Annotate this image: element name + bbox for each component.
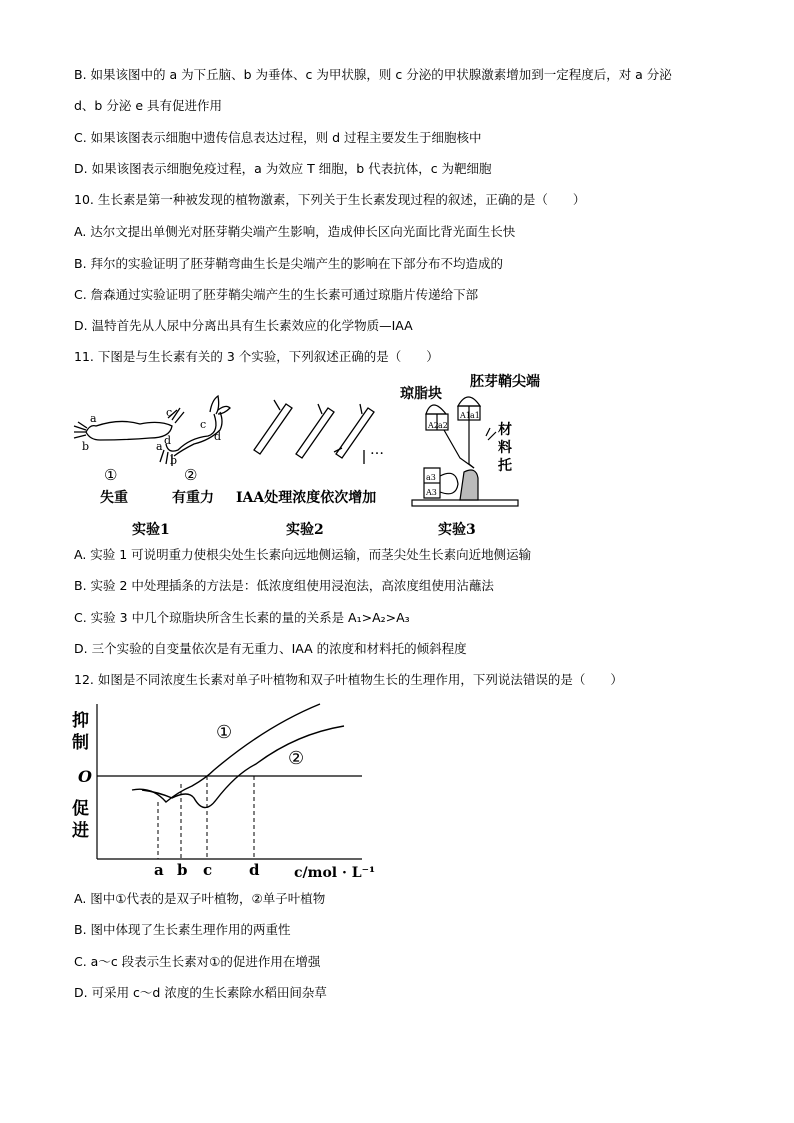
exp3-block-a3: a3 xyxy=(426,473,436,482)
q12-x-label: c/mol · L⁻¹ xyxy=(294,865,376,881)
q12-y-top-2: 制 xyxy=(72,733,89,753)
exp1b-letter-c: c xyxy=(200,418,207,431)
q12-y-bottom-1: 促 xyxy=(72,799,89,819)
q11-option-a: A. 实验 1 可说明重力使根尖处生长素向远地侧运输，而茎尖处生长素向近地侧运输 xyxy=(74,547,532,562)
exp3-block-a2: a2 xyxy=(438,421,448,430)
exp2-cuttings xyxy=(254,400,374,464)
exp3-block-A2: A2 xyxy=(428,421,439,430)
exp1b-letter-d: d xyxy=(214,430,222,443)
exp1-gravity-label: 有重力 xyxy=(172,490,214,506)
exp3-block-A3: A3 xyxy=(426,488,437,497)
exp3-block-a1: a1 xyxy=(470,411,480,420)
q12-option-b: B. 图中体现了生长素生理作用的两重性 xyxy=(74,922,291,937)
q12-y-top-1: 抑 xyxy=(72,711,89,731)
exp3-tip-label: 胚芽鞘尖端 xyxy=(470,374,540,390)
q12-x-tick-b: b xyxy=(177,861,188,879)
exp1-mark-2: ② xyxy=(184,466,198,484)
q12-option-a: A. 图中①代表的是双子叶植物，②单子叶植物 xyxy=(74,891,326,906)
q12-y-bottom-2: 进 xyxy=(72,821,89,841)
q11-experiment-figure xyxy=(60,368,540,544)
exp1-letter-b: b xyxy=(82,440,90,453)
q12-x-tick-d: d xyxy=(249,861,260,879)
q11-stem: 11. 下图是与生长素有关的 3 个实验，下列叙述正确的是（ ） xyxy=(74,349,439,364)
exp1b-letter-a: a xyxy=(156,440,163,453)
q9-option-c: C. 如果该图表示细胞中遗传信息表达过程，则 d 过程主要发生于细胞核中 xyxy=(74,130,482,145)
q12-curve-2 xyxy=(142,726,344,808)
exp3-holder-2: 料 xyxy=(498,440,512,456)
q9-option-b-line1: B. 如果该图中的 a 为下丘脑、b 为垂体、c 为甲状腺，则 c 分泌的甲状腺激素增加到一定程度后，对 a 分泌 xyxy=(74,67,672,82)
exp1-caption: 实验1 xyxy=(132,522,170,538)
exp1-letter-d: d xyxy=(164,434,172,447)
exp3-block-A1: A1 xyxy=(460,411,471,420)
q11-option-c: C. 实验 3 中几个琼脂块所含生长素的量的关系是 A₁>A₂>A₃ xyxy=(74,610,410,625)
exp3-agar-label: 琼脂块 xyxy=(400,386,442,402)
exp2-caption: 实验2 xyxy=(286,522,324,538)
exp1-weightless-label: 失重 xyxy=(100,490,128,506)
q11-option-b: B. 实验 2 中处理插条的方法是：低浓度组使用浸泡法，高浓度组使用沾蘸法 xyxy=(74,578,494,593)
q12-y-zero: O xyxy=(78,767,92,786)
q12-option-c: C. a～c 段表示生长素对①的促进作用在增强 xyxy=(74,954,321,969)
q10-option-d: D. 温特首先从人尿中分离出具有生长素效应的化学物质—IAA xyxy=(74,318,413,333)
exp1-letter-c: c xyxy=(166,406,173,419)
exp3-holder-1: 材 xyxy=(498,422,512,438)
exp1-letter-a: a xyxy=(90,412,97,425)
q10-stem: 10. 生长素是第一种被发现的植物激素，下列关于生长素发现过程的叙述，正确的是（ ） xyxy=(74,192,586,207)
q12-curve1-label: ① xyxy=(216,722,233,743)
q11-option-d: D. 三个实验的自变量依次是有无重力、IAA 的浓度和材料托的倾斜程度 xyxy=(74,641,467,656)
exp3-holder-3: 托 xyxy=(498,458,512,474)
q12-curve2-label: ② xyxy=(288,748,305,769)
q12-x-tick-a: a xyxy=(154,861,164,879)
q12-x-tick-c: c xyxy=(203,861,213,879)
q9-option-b-line2: d、b 分泌 e 具有促进作用 xyxy=(74,98,222,113)
q10-option-c: C. 詹森通过实验证明了胚芽鞘尖端产生的生长素可通过琼脂片传递给下部 xyxy=(74,287,479,302)
q9-option-d: D. 如果该图表示细胞免疫过程，a 为效应 T 细胞，b 代表抗体，c 为靶细胞 xyxy=(74,161,492,176)
exp1b-letter-b: b xyxy=(170,454,178,467)
exp1-mark-1: ① xyxy=(104,466,118,484)
q12-option-d: D. 可采用 c～d 浓度的生长素除水稻田间杂草 xyxy=(74,985,327,1000)
q12-auxin-graph xyxy=(66,694,376,884)
exp2-iaa-label: IAA处理浓度依次增加 xyxy=(236,490,377,506)
q12-stem: 12. 如图是不同浓度生长素对单子叶植物和双子叶植物生长的生理作用，下列说法错误的是（ ） xyxy=(74,672,623,687)
q10-option-b: B. 拜尔的实验证明了胚芽鞘弯曲生长是尖端产生的影响在下部分布不均造成的 xyxy=(74,256,504,271)
exp2-ellipsis: … xyxy=(370,442,384,458)
q10-option-a: A. 达尔文提出单侧光对胚芽鞘尖端产生影响，造成伸长区向光面比背光面生长快 xyxy=(74,224,516,239)
exp3-caption: 实验3 xyxy=(438,522,476,538)
